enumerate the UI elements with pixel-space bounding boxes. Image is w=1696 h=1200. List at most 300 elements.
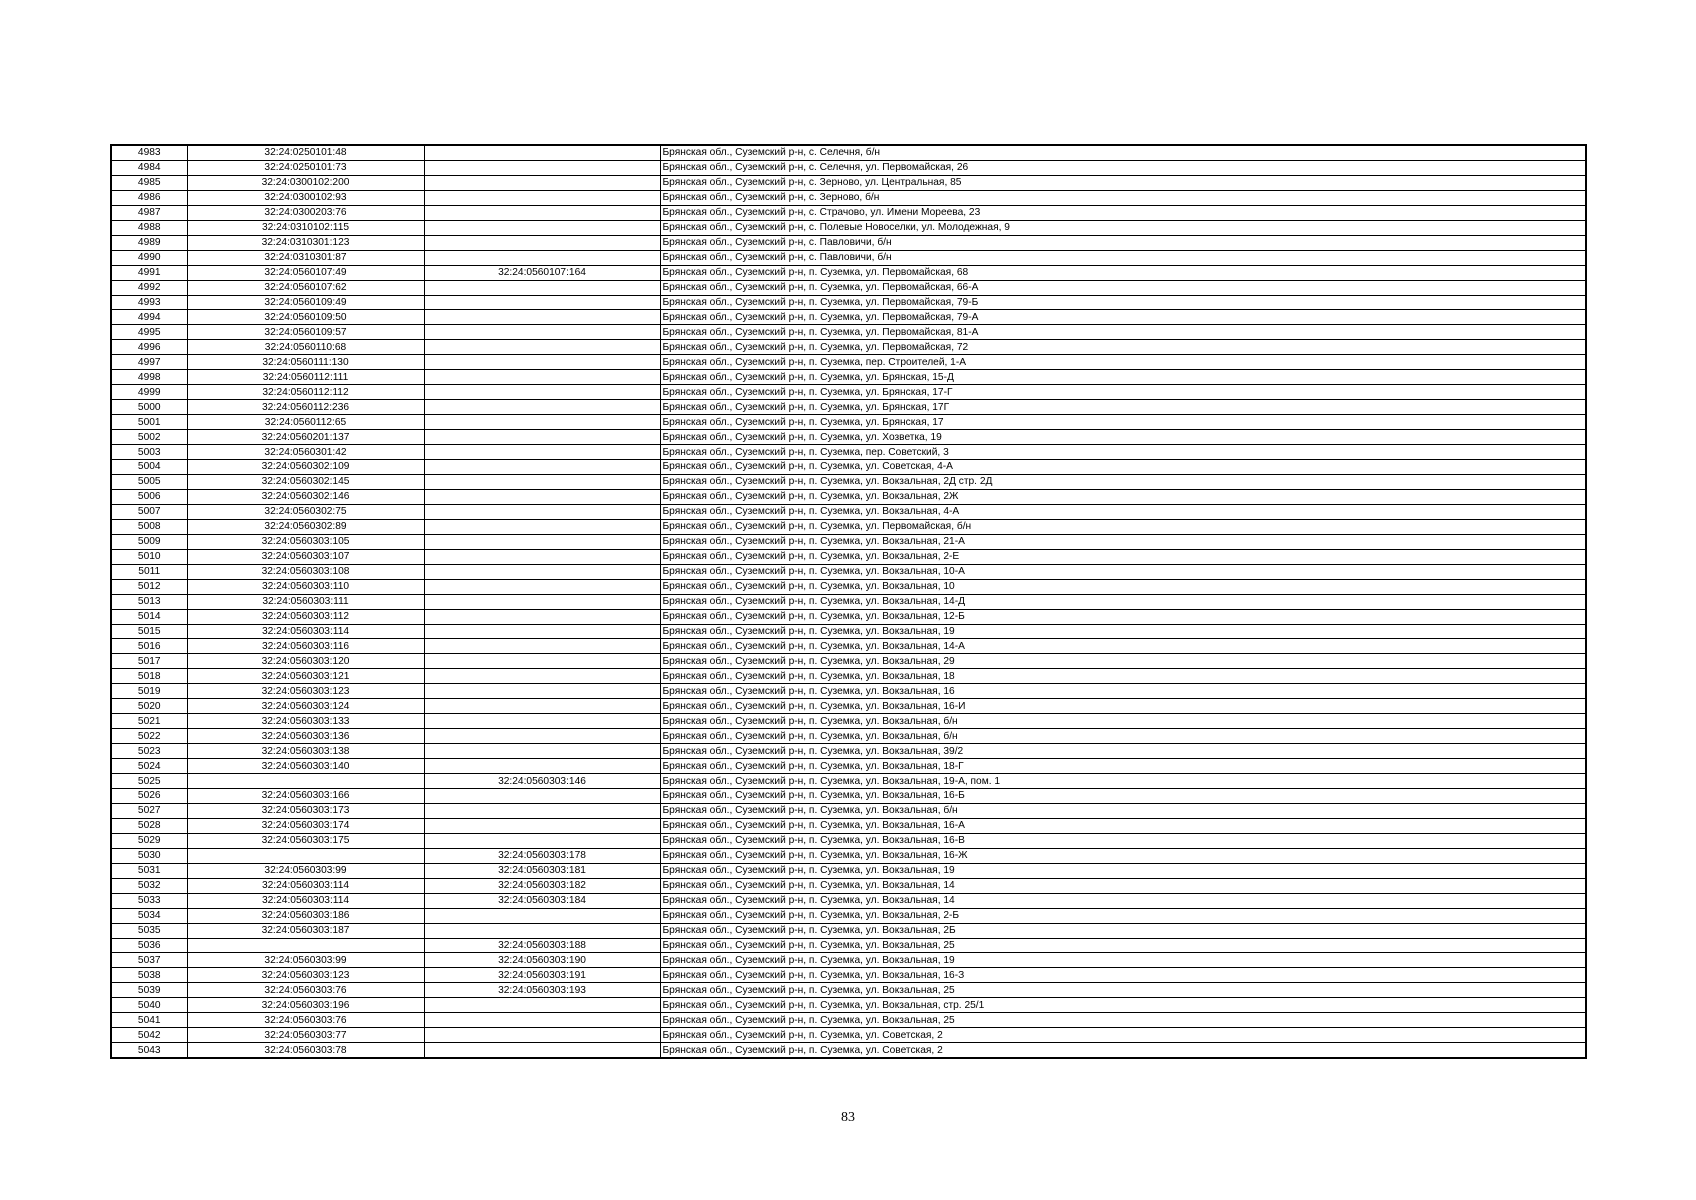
row-number-cell: 4983 [111, 145, 187, 160]
address-cell: Брянская обл., Суземский р-н, п. Суземка, ул. Первомайская, 68 [660, 265, 1586, 280]
address-cell: Брянская обл., Суземский р-н, п. Суземка, ул. Вокзальная, 2-Е [660, 549, 1586, 564]
table-row [111, 624, 1586, 639]
address-cell: Брянская обл., Суземский р-н, п. Суземка, ул. Вокзальная, 25 [660, 983, 1586, 998]
table-body [111, 145, 1586, 1058]
object-cadastral-number-cell: 32:24:0560303:190 [424, 953, 660, 968]
table-row [111, 938, 1586, 953]
object-cadastral-number-cell [424, 1028, 660, 1043]
address-cell: Брянская обл., Суземский р-н, с. Павловичи, б/н [660, 250, 1586, 265]
address-cell: Брянская обл., Суземский р-н, п. Суземка, ул. Вокзальная, 16-В [660, 833, 1586, 848]
table-row [111, 430, 1586, 445]
object-cadastral-number-cell [424, 190, 660, 205]
table-row [111, 415, 1586, 430]
row-number-cell: 5032 [111, 878, 187, 893]
object-cadastral-number-cell [424, 609, 660, 624]
land-cadastral-number-cell: 32:24:0560302:145 [187, 474, 424, 489]
land-cadastral-number-cell [187, 774, 424, 789]
land-cadastral-number-cell: 32:24:0560110:68 [187, 340, 424, 355]
table-row [111, 205, 1586, 220]
object-cadastral-number-cell [424, 788, 660, 803]
table-row [111, 983, 1586, 998]
object-cadastral-number-cell [424, 684, 660, 699]
land-cadastral-number-cell: 32:24:0560301:42 [187, 445, 424, 460]
table-row [111, 445, 1586, 460]
row-number-cell: 5000 [111, 400, 187, 415]
row-number-cell: 5024 [111, 759, 187, 774]
table-row [111, 340, 1586, 355]
row-number-cell: 5034 [111, 908, 187, 923]
table-row [111, 953, 1586, 968]
address-cell: Брянская обл., Суземский р-н, п. Суземка, ул. Вокзальная, 16-Б [660, 788, 1586, 803]
table-row [111, 280, 1586, 295]
table-row [111, 1013, 1586, 1028]
land-cadastral-number-cell: 32:24:0560303:107 [187, 549, 424, 564]
row-number-cell: 4993 [111, 295, 187, 310]
address-cell: Брянская обл., Суземский р-н, п. Суземка, ул. Вокзальная, 16-А [660, 818, 1586, 833]
table-row [111, 160, 1586, 175]
object-cadastral-number-cell: 32:24:0560303:193 [424, 983, 660, 998]
row-number-cell: 5020 [111, 699, 187, 714]
object-cadastral-number-cell [424, 460, 660, 475]
table-row [111, 803, 1586, 818]
address-cell: Брянская обл., Суземский р-н, п. Суземка, ул. Вокзальная, б/н [660, 803, 1586, 818]
row-number-cell: 5011 [111, 564, 187, 579]
row-number-cell: 4998 [111, 370, 187, 385]
row-number-cell: 5006 [111, 489, 187, 504]
address-cell: Брянская обл., Суземский р-н, п. Суземка, ул. Брянская, 17 [660, 415, 1586, 430]
land-cadastral-number-cell: 32:24:0560303:140 [187, 759, 424, 774]
land-cadastral-number-cell: 32:24:0560107:62 [187, 280, 424, 295]
land-cadastral-number-cell [187, 938, 424, 953]
table-row [111, 729, 1586, 744]
land-cadastral-number-cell: 32:24:0560303:123 [187, 968, 424, 983]
address-cell: Брянская обл., Суземский р-н, п. Суземка, ул. Вокзальная, 29 [660, 654, 1586, 669]
row-number-cell: 5016 [111, 639, 187, 654]
address-cell: Брянская обл., Суземский р-н, п. Суземка, ул. Вокзальная, 10 [660, 579, 1586, 594]
land-cadastral-number-cell: 32:24:0560109:57 [187, 325, 424, 340]
address-cell: Брянская обл., Суземский р-н, п. Суземка, ул. Вокзальная, 4-А [660, 504, 1586, 519]
address-cell: Брянская обл., Суземский р-н, п. Суземка, ул. Вокзальная, 19 [660, 953, 1586, 968]
address-cell: Брянская обл., Суземский р-н, п. Суземка, ул. Вокзальная, 2Д стр. 2Д [660, 474, 1586, 489]
object-cadastral-number-cell [424, 714, 660, 729]
table-row [111, 549, 1586, 564]
object-cadastral-number-cell [424, 175, 660, 190]
row-number-cell: 5031 [111, 863, 187, 878]
table-row [111, 400, 1586, 415]
table-row [111, 145, 1586, 160]
table-row [111, 519, 1586, 534]
page-number: 83 [841, 1110, 855, 1125]
land-cadastral-number-cell: 32:24:0560303:120 [187, 654, 424, 669]
object-cadastral-number-cell [424, 519, 660, 534]
object-cadastral-number-cell [424, 549, 660, 564]
row-number-cell: 4995 [111, 325, 187, 340]
table-row [111, 564, 1586, 579]
object-cadastral-number-cell [424, 759, 660, 774]
address-cell: Брянская обл., Суземский р-н, п. Суземка, ул. Вокзальная, 14 [660, 878, 1586, 893]
address-cell: Брянская обл., Суземский р-н, п. Суземка, ул. Первомайская, 72 [660, 340, 1586, 355]
object-cadastral-number-cell [424, 474, 660, 489]
object-cadastral-number-cell [424, 220, 660, 235]
row-number-cell: 4989 [111, 235, 187, 250]
property-table [110, 144, 1587, 1059]
row-number-cell: 4999 [111, 385, 187, 400]
object-cadastral-number-cell [424, 445, 660, 460]
row-number-cell: 5038 [111, 968, 187, 983]
land-cadastral-number-cell: 32:24:0560302:146 [187, 489, 424, 504]
land-cadastral-number-cell: 32:24:0560112:111 [187, 370, 424, 385]
land-cadastral-number-cell [187, 848, 424, 863]
object-cadastral-number-cell [424, 1043, 660, 1058]
object-cadastral-number-cell [424, 908, 660, 923]
object-cadastral-number-cell [424, 803, 660, 818]
object-cadastral-number-cell [424, 564, 660, 579]
address-cell: Брянская обл., Суземский р-н, п. Суземка, ул. Первомайская, 66-А [660, 280, 1586, 295]
table-row [111, 534, 1586, 549]
row-number-cell: 4994 [111, 310, 187, 325]
land-cadastral-number-cell: 32:24:0560303:99 [187, 953, 424, 968]
row-number-cell: 5001 [111, 415, 187, 430]
land-cadastral-number-cell: 32:24:0560303:108 [187, 564, 424, 579]
object-cadastral-number-cell [424, 534, 660, 549]
table-row [111, 250, 1586, 265]
land-cadastral-number-cell: 32:24:0560303:105 [187, 534, 424, 549]
table-row [111, 639, 1586, 654]
table-row [111, 863, 1586, 878]
object-cadastral-number-cell [424, 415, 660, 430]
row-number-cell: 4990 [111, 250, 187, 265]
row-number-cell: 5033 [111, 893, 187, 908]
table-row [111, 669, 1586, 684]
row-number-cell: 5027 [111, 803, 187, 818]
row-number-cell: 5010 [111, 549, 187, 564]
address-cell: Брянская обл., Суземский р-н, п. Суземка, ул. Вокзальная, 14-А [660, 639, 1586, 654]
land-cadastral-number-cell: 32:24:0300102:200 [187, 175, 424, 190]
address-cell: Брянская обл., Суземский р-н, п. Суземка, ул. Вокзальная, 19 [660, 624, 1586, 639]
address-cell: Брянская обл., Суземский р-н, п. Суземка, ул. Первомайская, 81-А [660, 325, 1586, 340]
land-cadastral-number-cell: 32:24:0560303:187 [187, 923, 424, 938]
row-number-cell: 5004 [111, 460, 187, 475]
table-row [111, 220, 1586, 235]
table-row [111, 235, 1586, 250]
row-number-cell: 4992 [111, 280, 187, 295]
address-cell: Брянская обл., Суземский р-н, п. Суземка, ул. Вокзальная, 2Ж [660, 489, 1586, 504]
row-number-cell: 4985 [111, 175, 187, 190]
land-cadastral-number-cell: 32:24:0560303:76 [187, 1013, 424, 1028]
land-cadastral-number-cell: 32:24:0560111:130 [187, 355, 424, 370]
land-cadastral-number-cell: 32:24:0560303:111 [187, 594, 424, 609]
row-number-cell: 5014 [111, 609, 187, 624]
address-cell: Брянская обл., Суземский р-н, с. Страчово, ул. Имени Мореева, 23 [660, 205, 1586, 220]
table-row [111, 968, 1586, 983]
address-cell: Брянская обл., Суземский р-н, п. Суземка, ул. Первомайская, 79-А [660, 310, 1586, 325]
row-number-cell: 4988 [111, 220, 187, 235]
row-number-cell: 5005 [111, 474, 187, 489]
object-cadastral-number-cell [424, 205, 660, 220]
land-cadastral-number-cell: 32:24:0560303:114 [187, 878, 424, 893]
row-number-cell: 5021 [111, 714, 187, 729]
row-number-cell: 5030 [111, 848, 187, 863]
land-cadastral-number-cell: 32:24:0560303:78 [187, 1043, 424, 1058]
row-number-cell: 5007 [111, 504, 187, 519]
object-cadastral-number-cell [424, 1013, 660, 1028]
table-row [111, 878, 1586, 893]
address-cell: Брянская обл., Суземский р-н, п. Суземка, ул. Вокзальная, 2Б [660, 923, 1586, 938]
row-number-cell: 4987 [111, 205, 187, 220]
object-cadastral-number-cell [424, 639, 660, 654]
row-number-cell: 5017 [111, 654, 187, 669]
land-cadastral-number-cell: 32:24:0560303:174 [187, 818, 424, 833]
land-cadastral-number-cell: 32:24:0560303:124 [187, 699, 424, 714]
object-cadastral-number-cell [424, 400, 660, 415]
row-number-cell: 5012 [111, 579, 187, 594]
address-cell: Брянская обл., Суземский р-н, с. Зерново, ул. Центральная, 85 [660, 175, 1586, 190]
land-cadastral-number-cell: 32:24:0560303:175 [187, 833, 424, 848]
object-cadastral-number-cell [424, 729, 660, 744]
address-cell: Брянская обл., Суземский р-н, п. Суземка, ул. Хозветка, 19 [660, 430, 1586, 445]
land-cadastral-number-cell: 32:24:0560303:133 [187, 714, 424, 729]
row-number-cell: 5029 [111, 833, 187, 848]
row-number-cell: 4991 [111, 265, 187, 280]
object-cadastral-number-cell [424, 385, 660, 400]
object-cadastral-number-cell [424, 579, 660, 594]
land-cadastral-number-cell: 32:24:0560303:112 [187, 609, 424, 624]
address-cell: Брянская обл., Суземский р-н, п. Суземка, ул. Первомайская, б/н [660, 519, 1586, 534]
object-cadastral-number-cell: 32:24:0560303:184 [424, 893, 660, 908]
land-cadastral-number-cell: 32:24:0560303:99 [187, 863, 424, 878]
address-cell: Брянская обл., Суземский р-н, п. Суземка, ул. Вокзальная, б/н [660, 714, 1586, 729]
row-number-cell: 5009 [111, 534, 187, 549]
table-row [111, 474, 1586, 489]
object-cadastral-number-cell [424, 833, 660, 848]
table-row [111, 788, 1586, 803]
address-cell: Брянская обл., Суземский р-н, с. Селечня, ул. Первомайская, 26 [660, 160, 1586, 175]
row-number-cell: 5040 [111, 998, 187, 1013]
table-row [111, 175, 1586, 190]
table-row [111, 1028, 1586, 1043]
address-cell: Брянская обл., Суземский р-н, п. Суземка, ул. Вокзальная, 16-Ж [660, 848, 1586, 863]
address-cell: Брянская обл., Суземский р-н, п. Суземка, ул. Советская, 2 [660, 1043, 1586, 1058]
address-cell: Брянская обл., Суземский р-н, с. Селечня, б/н [660, 145, 1586, 160]
object-cadastral-number-cell [424, 489, 660, 504]
address-cell: Брянская обл., Суземский р-н, п. Суземка, ул. Брянская, 15-Д [660, 370, 1586, 385]
address-cell: Брянская обл., Суземский р-н, п. Суземка, ул. Брянская, 17Г [660, 400, 1586, 415]
address-cell: Брянская обл., Суземский р-н, п. Суземка, ул. Вокзальная, б/н [660, 729, 1586, 744]
table-row [111, 699, 1586, 714]
land-cadastral-number-cell: 32:24:0560112:65 [187, 415, 424, 430]
land-cadastral-number-cell: 32:24:0310102:115 [187, 220, 424, 235]
land-cadastral-number-cell: 32:24:0310301:87 [187, 250, 424, 265]
land-cadastral-number-cell: 32:24:0560302:89 [187, 519, 424, 534]
land-cadastral-number-cell: 32:24:0300102:93 [187, 190, 424, 205]
object-cadastral-number-cell [424, 250, 660, 265]
land-cadastral-number-cell: 32:24:0560302:75 [187, 504, 424, 519]
object-cadastral-number-cell [424, 160, 660, 175]
address-cell: Брянская обл., Суземский р-н, п. Суземка, ул. Брянская, 17-Г [660, 385, 1586, 400]
row-number-cell: 5015 [111, 624, 187, 639]
address-cell: Брянская обл., Суземский р-н, п. Суземка, ул. Советская, 2 [660, 1028, 1586, 1043]
land-cadastral-number-cell: 32:24:0560303:110 [187, 579, 424, 594]
land-cadastral-number-cell: 32:24:0560303:116 [187, 639, 424, 654]
object-cadastral-number-cell [424, 235, 660, 250]
land-cadastral-number-cell: 32:24:0560302:109 [187, 460, 424, 475]
object-cadastral-number-cell [424, 624, 660, 639]
row-number-cell: 5023 [111, 744, 187, 759]
address-cell: Брянская обл., Суземский р-н, п. Суземка, пер. Советский, 3 [660, 445, 1586, 460]
address-cell: Брянская обл., Суземский р-н, п. Суземка, пер. Строителей, 1-А [660, 355, 1586, 370]
object-cadastral-number-cell [424, 340, 660, 355]
table-row [111, 190, 1586, 205]
object-cadastral-number-cell: 32:24:0560303:181 [424, 863, 660, 878]
table-row [111, 385, 1586, 400]
object-cadastral-number-cell [424, 295, 660, 310]
land-cadastral-number-cell: 32:24:0560112:112 [187, 385, 424, 400]
row-number-cell: 5041 [111, 1013, 187, 1028]
address-cell: Брянская обл., Суземский р-н, п. Суземка, ул. Вокзальная, 10-А [660, 564, 1586, 579]
row-number-cell: 5043 [111, 1043, 187, 1058]
address-cell: Брянская обл., Суземский р-н, п. Суземка, ул. Вокзальная, 14 [660, 893, 1586, 908]
address-cell: Брянская обл., Суземский р-н, п. Суземка, ул. Вокзальная, 18-Г [660, 759, 1586, 774]
table-row [111, 370, 1586, 385]
object-cadastral-number-cell [424, 145, 660, 160]
row-number-cell: 5037 [111, 953, 187, 968]
object-cadastral-number-cell [424, 325, 660, 340]
address-cell: Брянская обл., Суземский р-н, п. Суземка, ул. Вокзальная, 19-А, пом. 1 [660, 774, 1586, 789]
land-cadastral-number-cell: 32:24:0560303:123 [187, 684, 424, 699]
address-cell: Брянская обл., Суземский р-н, п. Суземка, ул. Вокзальная, 12-Б [660, 609, 1586, 624]
object-cadastral-number-cell [424, 654, 660, 669]
table-row [111, 833, 1586, 848]
land-cadastral-number-cell: 32:24:0560303:77 [187, 1028, 424, 1043]
land-cadastral-number-cell: 32:24:0560303:114 [187, 624, 424, 639]
table-row [111, 594, 1586, 609]
address-cell: Брянская обл., Суземский р-н, п. Суземка, ул. Вокзальная, 25 [660, 938, 1586, 953]
land-cadastral-number-cell: 32:24:0560107:49 [187, 265, 424, 280]
row-number-cell: 5008 [111, 519, 187, 534]
land-cadastral-number-cell: 32:24:0250101:48 [187, 145, 424, 160]
row-number-cell: 4997 [111, 355, 187, 370]
land-cadastral-number-cell: 32:24:0560109:50 [187, 310, 424, 325]
table-row [111, 609, 1586, 624]
table-row [111, 714, 1586, 729]
address-cell: Брянская обл., Суземский р-н, с. Полевые Новоселки, ул. Молодежная, 9 [660, 220, 1586, 235]
object-cadastral-number-cell [424, 280, 660, 295]
land-cadastral-number-cell: 32:24:0560201:137 [187, 430, 424, 445]
object-cadastral-number-cell [424, 594, 660, 609]
row-number-cell: 5018 [111, 669, 187, 684]
table-row [111, 504, 1586, 519]
object-cadastral-number-cell [424, 504, 660, 519]
row-number-cell: 5042 [111, 1028, 187, 1043]
row-number-cell: 5019 [111, 684, 187, 699]
address-cell: Брянская обл., Суземский р-н, с. Павловичи, б/н [660, 235, 1586, 250]
table-row [111, 923, 1586, 938]
object-cadastral-number-cell [424, 669, 660, 684]
row-number-cell: 4986 [111, 190, 187, 205]
object-cadastral-number-cell [424, 430, 660, 445]
table-row [111, 848, 1586, 863]
object-cadastral-number-cell [424, 818, 660, 833]
row-number-cell: 5025 [111, 774, 187, 789]
object-cadastral-number-cell [424, 370, 660, 385]
row-number-cell: 5003 [111, 445, 187, 460]
land-cadastral-number-cell: 32:24:0300203:76 [187, 205, 424, 220]
row-number-cell: 5013 [111, 594, 187, 609]
land-cadastral-number-cell: 32:24:0560303:196 [187, 998, 424, 1013]
table-row [111, 265, 1586, 280]
address-cell: Брянская обл., Суземский р-н, с. Зерново, б/н [660, 190, 1586, 205]
land-cadastral-number-cell: 32:24:0560303:121 [187, 669, 424, 684]
object-cadastral-number-cell [424, 355, 660, 370]
address-cell: Брянская обл., Суземский р-н, п. Суземка, ул. Вокзальная, 2-Б [660, 908, 1586, 923]
table-row [111, 908, 1586, 923]
land-cadastral-number-cell: 32:24:0310301:123 [187, 235, 424, 250]
object-cadastral-number-cell [424, 998, 660, 1013]
row-number-cell: 5039 [111, 983, 187, 998]
object-cadastral-number-cell: 32:24:0560303:146 [424, 774, 660, 789]
land-cadastral-number-cell: 32:24:0560303:186 [187, 908, 424, 923]
table-row [111, 579, 1586, 594]
object-cadastral-number-cell: 32:24:0560303:188 [424, 938, 660, 953]
address-cell: Брянская обл., Суземский р-н, п. Суземка, ул. Вокзальная, 25 [660, 1013, 1586, 1028]
address-cell: Брянская обл., Суземский р-н, п. Суземка, ул. Вокзальная, 19 [660, 863, 1586, 878]
table-row [111, 310, 1586, 325]
table-row [111, 744, 1586, 759]
table-row [111, 818, 1586, 833]
address-cell: Брянская обл., Суземский р-н, п. Суземка, ул. Вокзальная, 16 [660, 684, 1586, 699]
table-row [111, 998, 1586, 1013]
land-cadastral-number-cell: 32:24:0560112:236 [187, 400, 424, 415]
land-cadastral-number-cell: 32:24:0560303:173 [187, 803, 424, 818]
address-cell: Брянская обл., Суземский р-н, п. Суземка, ул. Вокзальная, 21-А [660, 534, 1586, 549]
object-cadastral-number-cell [424, 744, 660, 759]
object-cadastral-number-cell: 32:24:0560303:191 [424, 968, 660, 983]
object-cadastral-number-cell: 32:24:0560303:178 [424, 848, 660, 863]
land-cadastral-number-cell: 32:24:0560303:76 [187, 983, 424, 998]
table-row [111, 1043, 1586, 1058]
land-cadastral-number-cell: 32:24:0560303:136 [187, 729, 424, 744]
row-number-cell: 5026 [111, 788, 187, 803]
table-row [111, 893, 1586, 908]
table-row [111, 489, 1586, 504]
address-cell: Брянская обл., Суземский р-н, п. Суземка, ул. Вокзальная, стр. 25/1 [660, 998, 1586, 1013]
row-number-cell: 5002 [111, 430, 187, 445]
address-cell: Брянская обл., Суземский р-н, п. Суземка, ул. Вокзальная, 18 [660, 669, 1586, 684]
object-cadastral-number-cell [424, 699, 660, 714]
table-row [111, 759, 1586, 774]
object-cadastral-number-cell [424, 310, 660, 325]
address-cell: Брянская обл., Суземский р-н, п. Суземка, ул. Первомайская, 79-Б [660, 295, 1586, 310]
row-number-cell: 5028 [111, 818, 187, 833]
land-cadastral-number-cell: 32:24:0560303:138 [187, 744, 424, 759]
address-cell: Брянская обл., Суземский р-н, п. Суземка, ул. Вокзальная, 39/2 [660, 744, 1586, 759]
row-number-cell: 5022 [111, 729, 187, 744]
address-cell: Брянская обл., Суземский р-н, п. Суземка, ул. Вокзальная, 14-Д [660, 594, 1586, 609]
land-cadastral-number-cell: 32:24:0560303:114 [187, 893, 424, 908]
table-row [111, 460, 1586, 475]
row-number-cell: 5036 [111, 938, 187, 953]
row-number-cell: 4996 [111, 340, 187, 355]
row-number-cell: 4984 [111, 160, 187, 175]
row-number-cell: 5035 [111, 923, 187, 938]
table-row [111, 774, 1586, 789]
object-cadastral-number-cell: 32:24:0560303:182 [424, 878, 660, 893]
land-cadastral-number-cell: 32:24:0560303:166 [187, 788, 424, 803]
land-cadastral-number-cell: 32:24:0250101:73 [187, 160, 424, 175]
table-row [111, 355, 1586, 370]
land-cadastral-number-cell: 32:24:0560109:49 [187, 295, 424, 310]
address-cell: Брянская обл., Суземский р-н, п. Суземка, ул. Вокзальная, 16-И [660, 699, 1586, 714]
